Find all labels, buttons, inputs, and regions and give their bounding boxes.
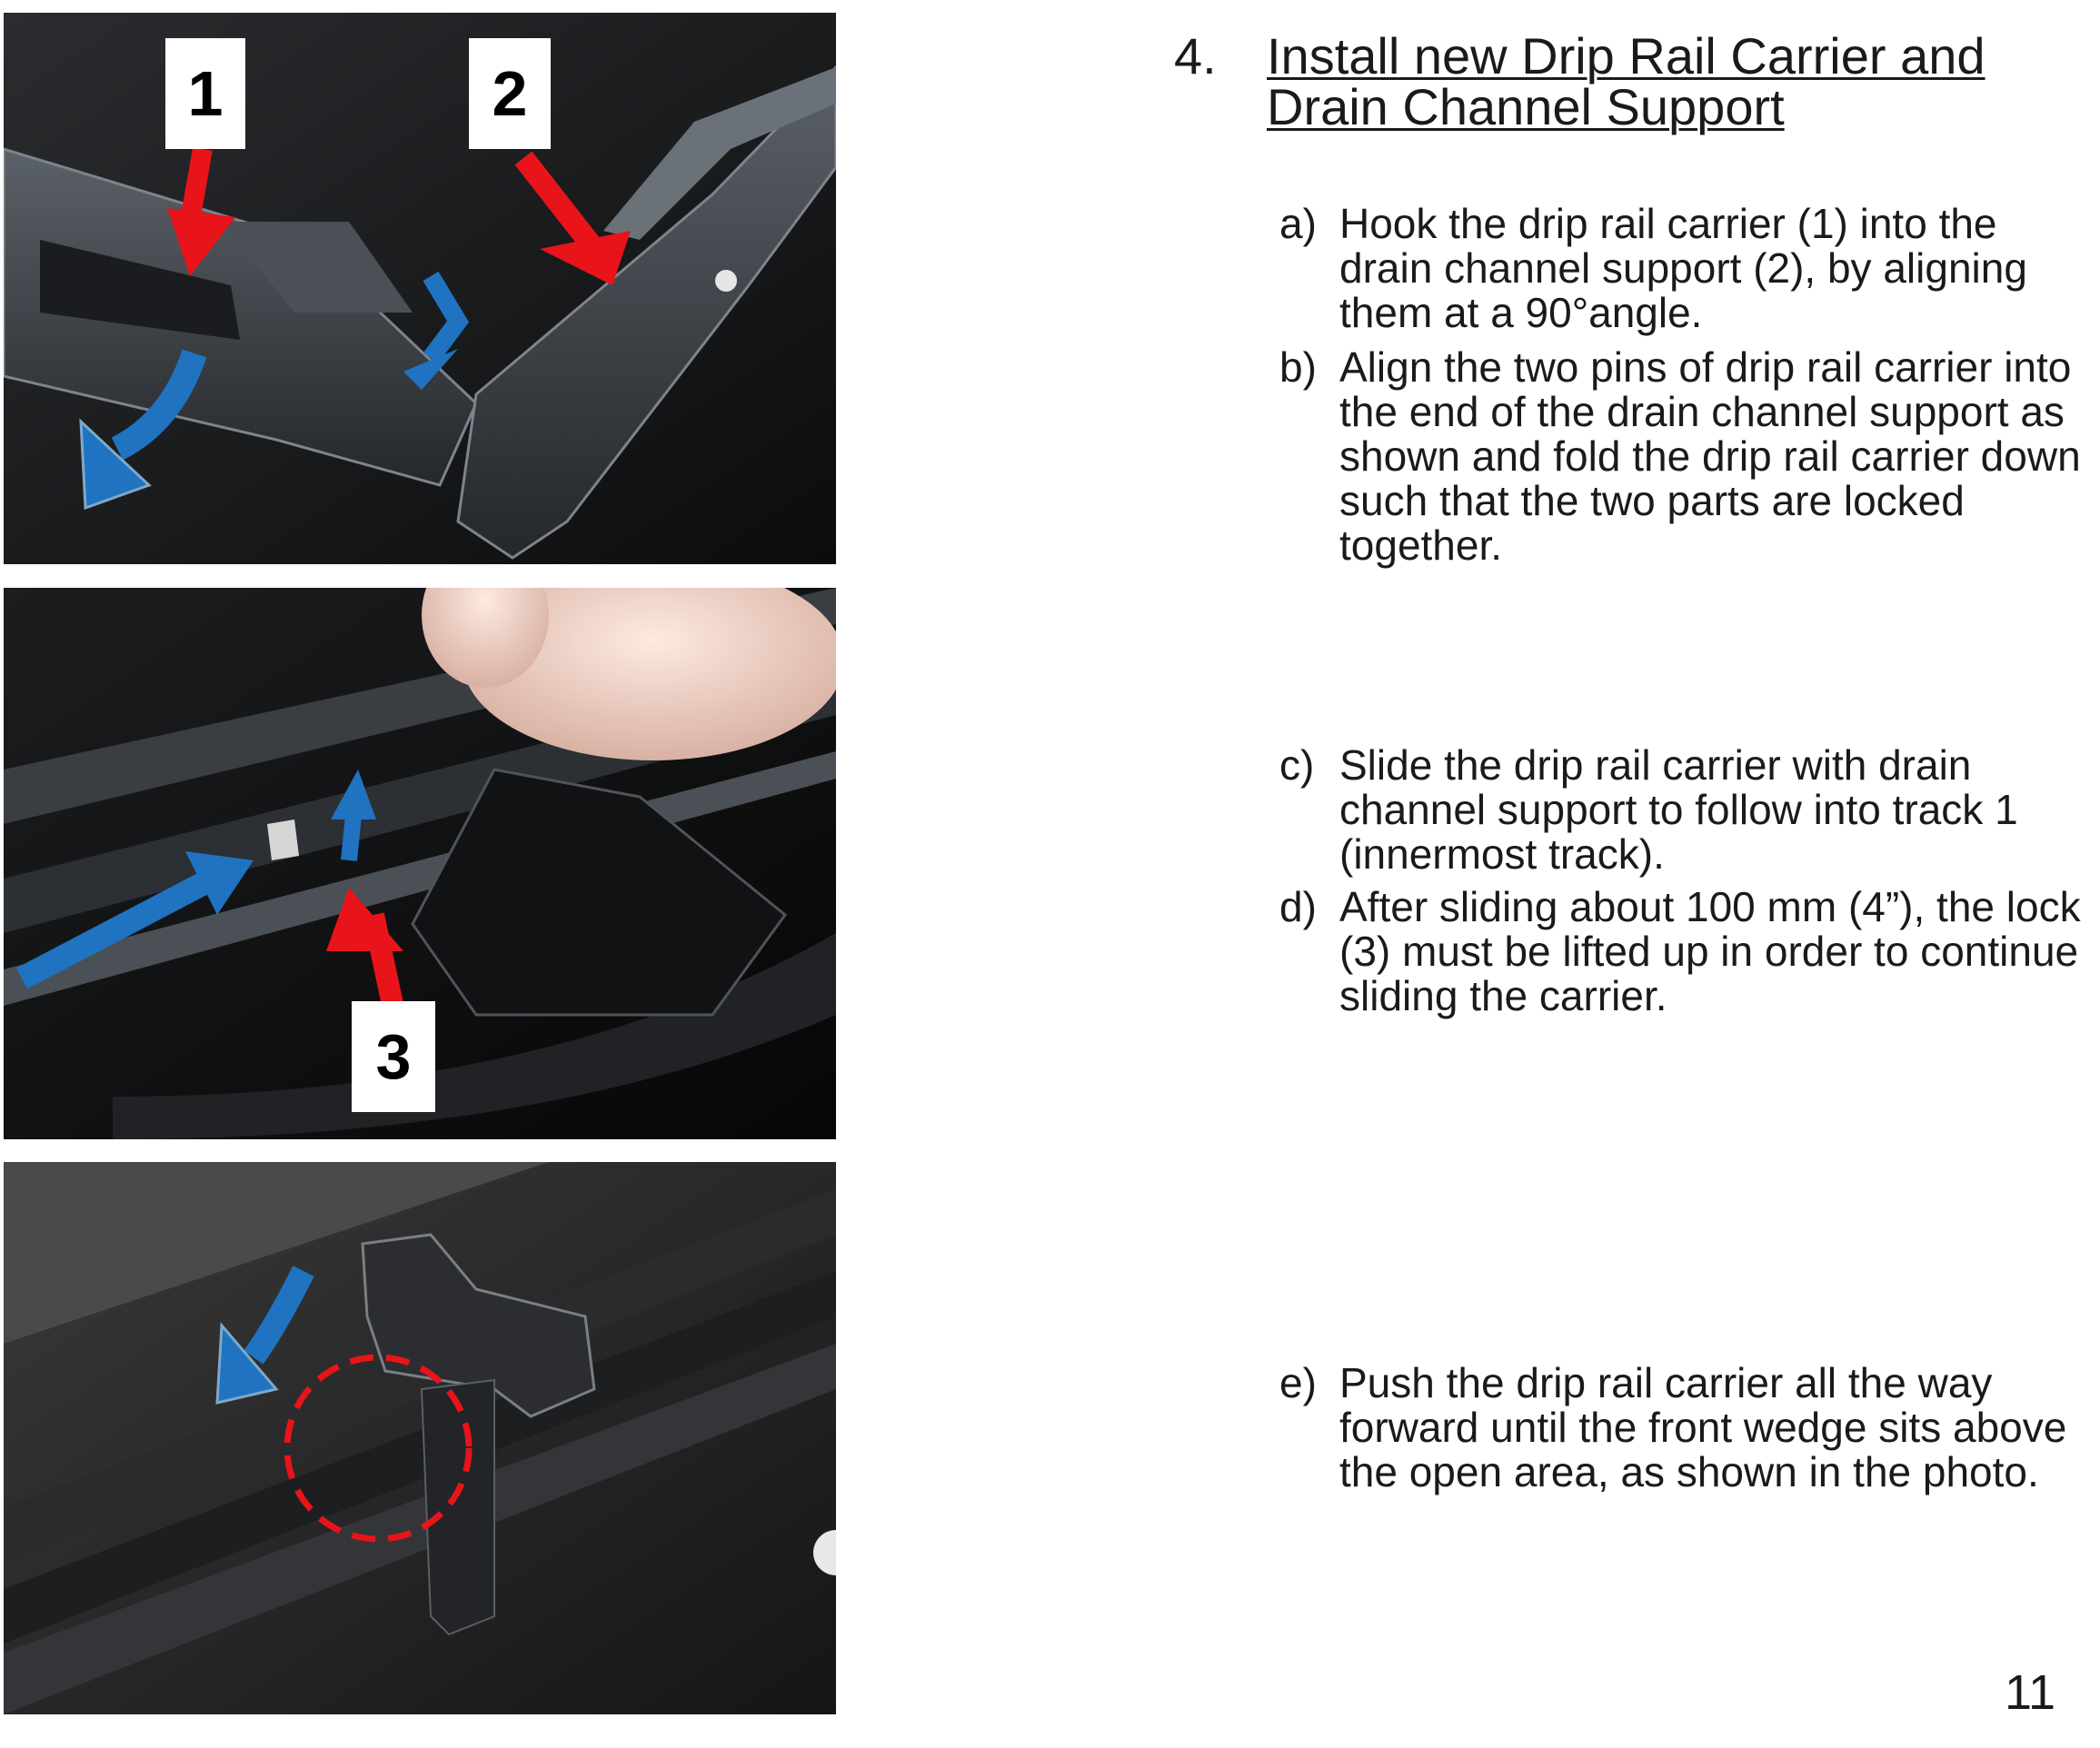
callout-3: 3	[352, 1001, 435, 1112]
instruction-d	[1279, 885, 2088, 1018]
instruction-letter: c)	[1279, 741, 1315, 789]
instruction-text: Hook the drip rail carrier (1) into the drain channel support (2), by aligning them at a 90°angle.	[1339, 200, 2027, 336]
callout-2: 2	[469, 38, 551, 149]
instruction-a	[1279, 202, 2088, 335]
instruction-letter: a)	[1279, 200, 1317, 247]
instruction-c	[1279, 743, 2088, 877]
photo-hook-carrier-into-support	[4, 13, 836, 564]
step-title: Install new Drip Rail Carrier and Drain Channel Support	[1267, 27, 1986, 135]
instruction-letter: d)	[1279, 883, 1317, 930]
photo-3-illustration	[4, 1162, 836, 1714]
instruction-e	[1279, 1361, 2088, 1495]
page-number: 11	[2005, 1665, 2056, 1720]
instruction-text: Slide the drip rail carrier with drain channel support to follow into track 1 (innermost track).	[1339, 741, 2018, 878]
instruction-letter: b)	[1279, 343, 1317, 391]
instruction-text: Push the drip rail carrier all the way forward until the front wedge sits above the open area, as shown in the photo.	[1339, 1359, 2067, 1495]
photo-push-carrier-forward	[4, 1162, 836, 1714]
instruction-text: After sliding about 100 mm (4”), the lock (3) must be lifted up in order to continue sliding the carrier.	[1339, 883, 2081, 1019]
step-number: 4.	[1174, 27, 1217, 84]
instruction-letter: e)	[1279, 1359, 1317, 1406]
photo-1-illustration	[4, 13, 836, 564]
callout-1: 1	[165, 38, 245, 149]
photo-slide-carrier-into-track	[4, 588, 836, 1139]
instruction-b	[1279, 345, 2088, 568]
instruction-text: Align the two pins of drip rail carrier into the end of the drain channel support as shown and fold the drip rail carrier down such that the two parts are locked together.	[1339, 343, 2081, 569]
